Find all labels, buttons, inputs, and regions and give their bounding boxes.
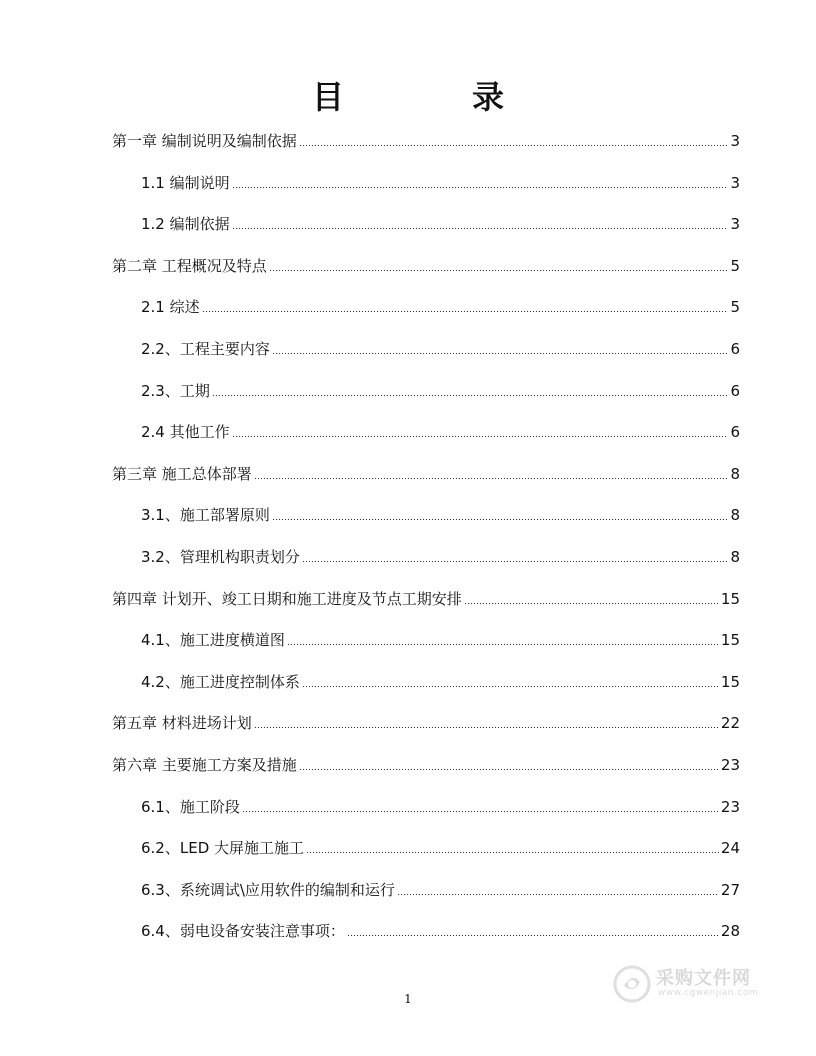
toc-dot-leader [212,395,729,396]
toc-entry-page: 8 [730,548,740,566]
toc-entry-label: 6.1、施工阶段 [141,797,240,816]
toc-entry-page: 3 [730,132,740,150]
watermark-name: 采购文件网 [656,968,751,989]
toc-entry-page: 3 [730,173,740,192]
toc-entry-label: 3.2、管理机构职责划分 [141,548,300,566]
toc-dot-leader [302,561,729,562]
toc-entry-page: 28 [720,922,740,941]
toc-dot-leader [232,187,729,188]
toc-entry-page: 6 [730,340,740,358]
toc-entry-label: 1.2 编制依据 [141,215,230,234]
toc-dot-leader [272,519,729,520]
toc-dot-leader [397,894,719,895]
toc-entry-page: 6 [730,423,740,442]
toc-entry-page: 22 [720,714,740,733]
toc-dot-leader [287,644,719,645]
toc-chapter-entry[interactable] [112,585,740,609]
toc-entry-page: 24 [720,839,740,858]
toc-entry-label: 6.4、弱电设备安装注意事项： [141,922,345,941]
toc-dot-leader [347,935,719,936]
watermark [612,960,782,1008]
toc-entry-label: 第五章 材料进场计划 [112,714,252,733]
toc-section-entry[interactable] [141,293,740,317]
toc-section-entry[interactable] [141,793,740,817]
toc-entry-label: 4.1、施工进度横道图 [141,631,285,650]
toc-entry-page: 15 [720,631,740,650]
toc-dot-leader [299,145,729,146]
toc-entry-page: 23 [720,797,740,816]
toc-entry-label: 2.4 其他工作 [141,423,230,442]
toc-dot-leader [232,228,729,229]
document-title: 目 录 [311,78,552,116]
toc-chapter-entry[interactable] [112,252,740,276]
toc-entry-label: 第二章 工程概况及特点 [112,256,267,275]
toc-section-entry[interactable] [141,169,740,193]
toc-dot-leader [272,353,729,354]
toc-entry-label: 6.2、LED 大屏施工施工 [141,839,305,858]
toc-entry-page: 8 [730,464,740,483]
toc-chapter-entry[interactable] [112,127,740,151]
toc-entry-label: 2.2、工程主要内容 [141,340,270,358]
watermark-url: www.cgwenjian.com [658,988,759,998]
toc-section-entry[interactable] [141,834,740,858]
toc-chapter-entry[interactable] [112,460,740,484]
toc-chapter-entry[interactable] [112,751,740,775]
toc-entry-page: 15 [720,672,740,691]
toc-dot-leader [232,436,729,437]
toc-section-entry[interactable] [141,917,740,941]
toc-entry-label: 2.1 综述 [141,298,200,317]
toc-entry-page: 8 [730,506,740,525]
toc-section-entry[interactable] [141,335,740,359]
toc-section-entry[interactable] [141,543,740,567]
toc-section-entry[interactable] [141,377,740,401]
toc-dot-leader [464,603,719,604]
toc-entry-label: 2.3、工期 [141,381,210,400]
toc-entry-label: 6.3、系统调试\应用软件的编制和运行 [141,880,395,899]
toc-dot-leader [254,478,729,479]
toc-entry-page: 23 [720,756,740,774]
toc-entry-label: 第一章 编制说明及编制依据 [112,132,297,150]
toc-dot-leader [202,311,729,312]
toc-entry-label: 1.1 编制说明 [141,173,230,192]
toc-section-entry[interactable] [141,418,740,442]
toc-entry-label: 第六章 主要施工方案及措施 [112,756,297,774]
toc-dot-leader [254,727,719,728]
toc-dot-leader [306,852,719,853]
toc-entry-label: 第三章 施工总体部署 [112,464,252,483]
toc-dot-leader [269,270,729,271]
toc-entry-page: 15 [720,589,740,608]
toc-section-entry[interactable] [141,668,740,692]
toc-section-entry[interactable] [141,210,740,234]
toc-chapter-entry[interactable] [112,709,740,733]
watermark-logo-icon [612,964,652,1004]
toc-entry-page: 3 [730,215,740,234]
page-number: 1 [404,992,412,1006]
toc-dot-leader [302,686,719,687]
toc-dot-leader [242,811,719,812]
toc-entry-label: 4.2、施工进度控制体系 [141,672,300,691]
toc-entry-label: 3.1、施工部署原则 [141,506,270,525]
toc-entry-label: 第四章 计划开、竣工日期和施工进度及节点工期安排 [112,589,462,608]
toc-section-entry[interactable] [141,876,740,900]
toc-entry-page: 27 [720,880,740,899]
toc-entry-page: 5 [730,256,740,275]
toc-dot-leader [299,769,719,770]
toc-section-entry[interactable] [141,626,740,650]
toc-section-entry[interactable] [141,501,740,525]
toc-entry-page: 6 [730,381,740,400]
toc-entry-page: 5 [730,298,740,317]
